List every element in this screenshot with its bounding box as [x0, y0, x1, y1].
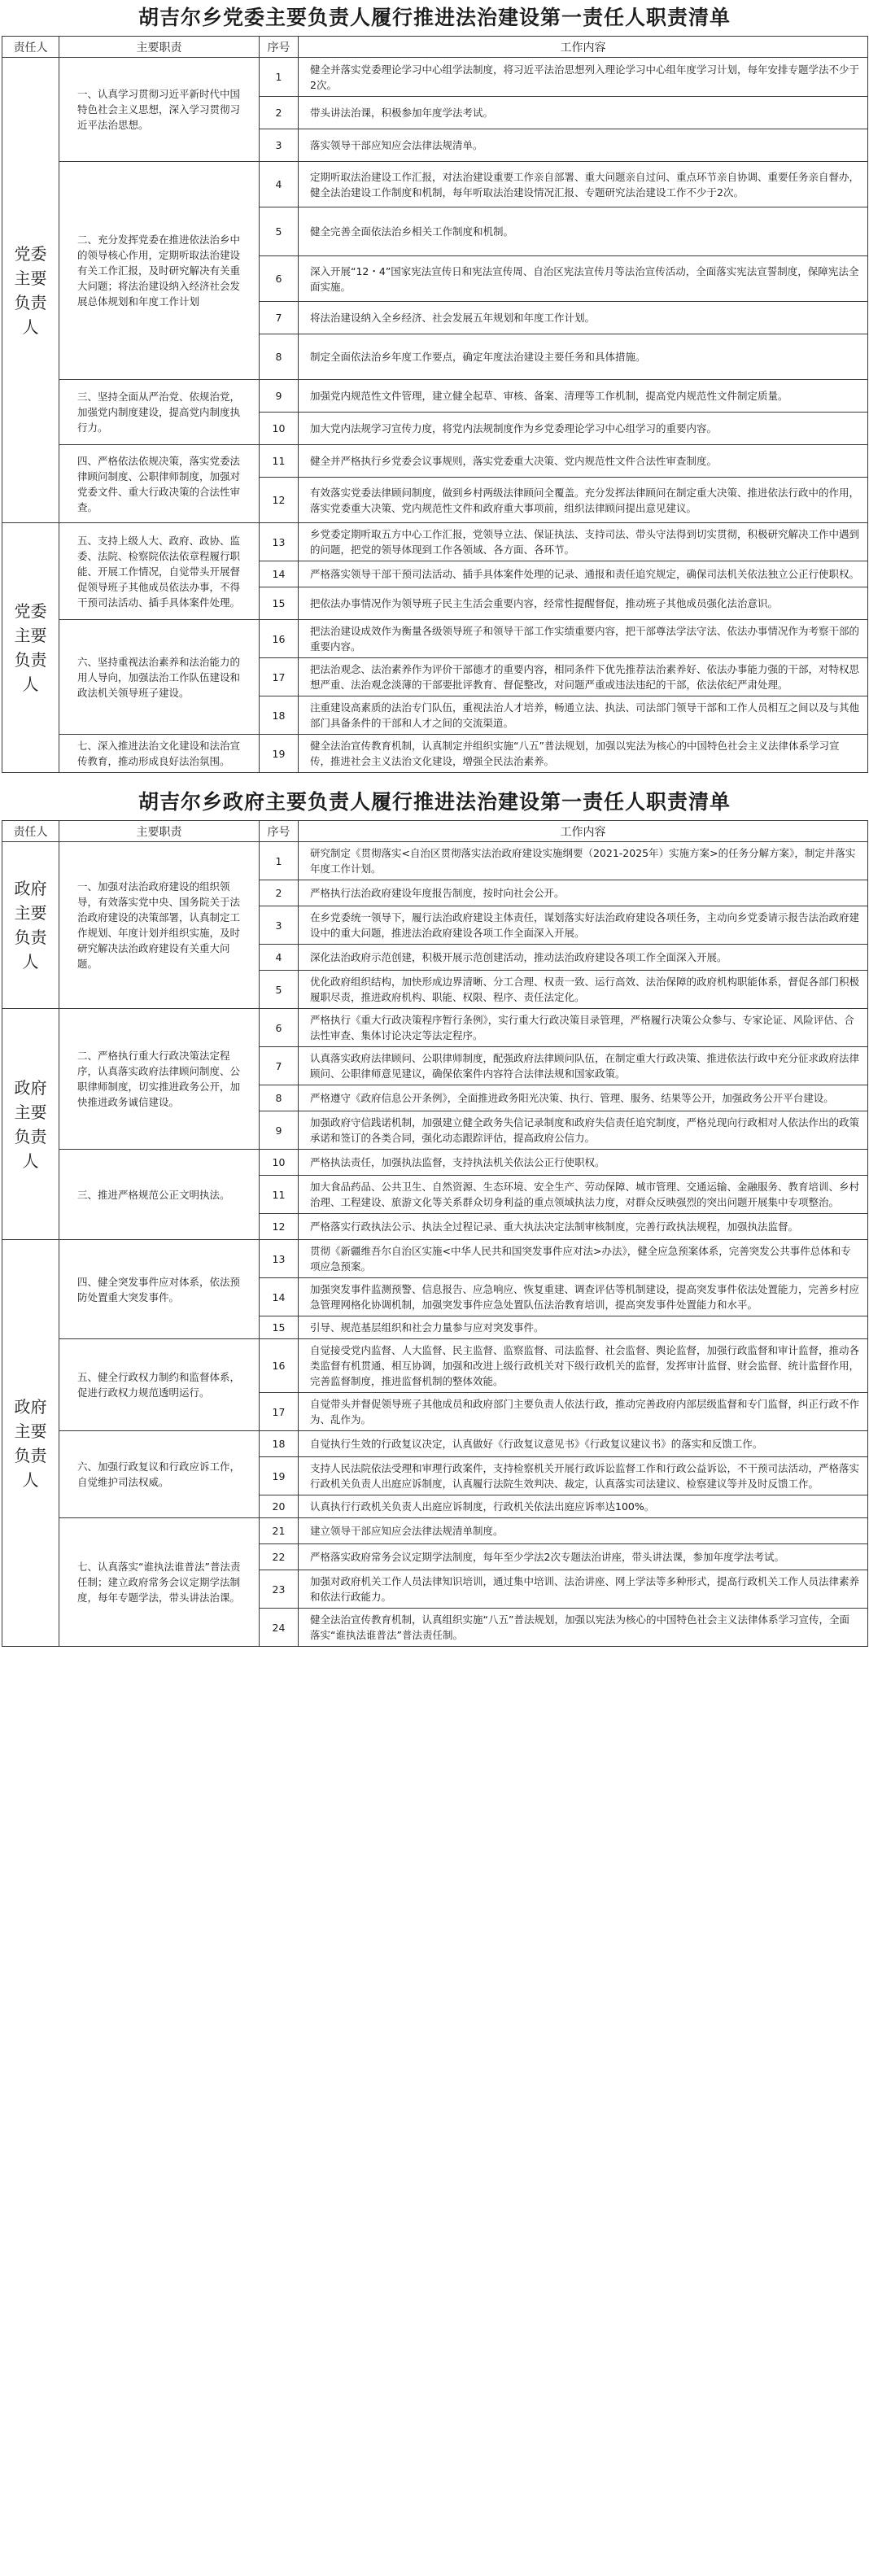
table-row [2, 162, 868, 207]
item-number: 15 [260, 1316, 299, 1339]
main-duty-cell: 四、严格依法依规决策，落实党委法律顾问制度、公职律师制度，加强对党委文件、重大行政决策的合法性审查。 [59, 445, 260, 523]
header-number: 序号 [260, 821, 299, 842]
work-content-cell: 乡党委定期听取五方中心工作汇报，党领导立法、保证执法、支持司法、带头守法得到切实贯彻，积极研究解决工作中遇到的问题，把党的领导体现到工作各领域、各方面、各环节。 [299, 523, 868, 561]
item-number: 5 [260, 207, 299, 256]
work-content-cell: 健全法治宣传教育机制，认真制定并组织实施“八五”普法规划，加强以宪法为核心的中国特色社会主义法律体系学习宣传，推进社会主义法治文化建设，增强全民法治素养。 [299, 735, 868, 773]
work-content-cell: 带头讲法治课，积极参加年度学法考试。 [299, 97, 868, 129]
government-table-title: 胡吉尔乡政府主要负责人履行推进法治建设第一责任人职责清单 [138, 790, 731, 814]
header-duty: 主要职责 [59, 821, 260, 842]
item-number: 20 [260, 1495, 299, 1518]
work-content-cell: 注重建设高素质的法治专门队伍，重视法治人才培养，畅通立法、执法、司法部门领导干部和工作人员相互之间以及与其他部门具备条件的干部和人才之间的交流渠道。 [299, 696, 868, 735]
main-duty-cell: 三、推进严格规范公正文明执法。 [59, 1150, 260, 1240]
item-number: 18 [260, 696, 299, 735]
work-content-cell: 贯彻《新疆维吾尔自治区实施<中华人民共和国突发事件应对法>办法》，健全应急预案体系，完善突发公共事件总体和专项应急预案。 [299, 1240, 868, 1278]
item-number: 8 [260, 334, 299, 380]
work-content-cell: 深入开展“12・4”国家宪法宣传日和宪法宣传周、自治区宪法宣传月等法治宣传活动，全面落实宪法宣誓制度，保障宪法全面实施。 [299, 256, 868, 302]
work-content-cell: 把依法办事情况作为领导班子民主生活会重要内容，经常性提醒督促，推动班子其他成员强化法治意识。 [299, 587, 868, 620]
item-number: 5 [260, 971, 299, 1009]
item-number: 16 [260, 1339, 299, 1393]
responsible-person-cell: 党委主要负责人 [2, 523, 59, 773]
item-number: 16 [260, 620, 299, 658]
header-content: 工作内容 [299, 37, 868, 58]
table-row [2, 620, 868, 658]
work-content-cell: 认真落实政府法律顾问、公职律师制度，配强政府法律顾问队伍，在制定重大行政决策、推进依法行政中充分征求政府法律顾问、公职律师意见建议，确保依案件内容符合法律法规和国家政策。 [299, 1047, 868, 1085]
item-number: 1 [260, 842, 299, 880]
table-row [2, 1431, 868, 1457]
work-content-cell: 严格落实领导干部干预司法活动、插手具体案件处理的记录、通报和责任追究规定，确保司法机关依法独立公正行使职权。 [299, 561, 868, 587]
item-number: 22 [260, 1544, 299, 1570]
item-number: 1 [260, 58, 299, 97]
table-row [2, 1150, 868, 1176]
item-number: 4 [260, 162, 299, 207]
item-number: 15 [260, 587, 299, 620]
item-number: 10 [260, 1150, 299, 1176]
main-duty-cell: 五、健全行政权力制约和监督体系，促进行政权力规范透明运行。 [59, 1339, 260, 1431]
party-responsibility-table [2, 36, 868, 773]
work-content-cell: 自觉带头并督促领导班子其他成员和政府部门主要负责人依法行政，推动完善政府内部层级监督和专门监督，纠正行政不作为、乱作为。 [299, 1393, 868, 1431]
item-number: 2 [260, 880, 299, 906]
item-number: 12 [260, 478, 299, 523]
item-number: 21 [260, 1518, 299, 1544]
responsible-person-cell: 党委主要负责人 [2, 58, 59, 523]
main-duty-cell: 一、加强对法治政府建设的组织领导，有效落实党中央、国务院关于法治政府建设的决策部署，认真制定工作规划、年度计划并组织实施，及时研究解决法治政府建设有关重大问题。 [59, 842, 260, 1009]
work-content-cell: 严格执法责任，加强执法监督，支持执法机关依法公正行使职权。 [299, 1150, 868, 1176]
work-content-cell: 有效落实党委法律顾问制度，做到乡村两级法律顾问全覆盖。充分发挥法律顾问在制定重大决策、推进依法行政中的作用，落实党委重大决策、党内规范性文件和政府重大事项前，组织法律顾问提出意见建议。 [299, 478, 868, 523]
header-responsible: 责任人 [2, 37, 59, 58]
item-number: 6 [260, 1009, 299, 1047]
main-duty-cell: 一、认真学习贯彻习近平新时代中国特色社会主义思想，深入学习贯彻习近平法治思想。 [59, 58, 260, 162]
header-number: 序号 [260, 37, 299, 58]
item-number: 23 [260, 1570, 299, 1609]
item-number: 13 [260, 523, 299, 561]
work-content-cell: 健全法治宣传教育机制，认真组织实施“八五”普法规划，加强以宪法为核心的中国特色社会主义法律体系学习宣传，全面落实“谁执法谁普法”普法责任制。 [299, 1609, 868, 1647]
work-content-cell: 支持人民法院依法受理和审理行政案件，支持检察机关开展行政诉讼监督工作和行政公益诉讼，不干预司法活动，严格落实行政机关负责人出庭应诉制度，认真履行法院生效判决、裁定，认真落实司法建议、检察建议等并及时反馈工作。 [299, 1457, 868, 1495]
item-number: 19 [260, 735, 299, 773]
item-number: 14 [260, 1278, 299, 1316]
item-number: 11 [260, 445, 299, 478]
work-content-cell: 健全完善全面依法治乡相关工作制度和机制。 [299, 207, 868, 256]
table-row [2, 445, 868, 478]
work-content-cell: 自觉接受党内监督、人大监督、民主监督、监察监督、司法监督、社会监督、舆论监督，加强行政监督和审计监督，推动各类监督有机贯通、相互协调，加强和改进上级行政机关对下级行政机关的监督，发挥审计监督、财会监督、统计监督作用，完善监督制度，推进监督机制的整体效能。 [299, 1339, 868, 1393]
item-number: 17 [260, 1393, 299, 1431]
work-content-cell: 加大食品药品、公共卫生、自然资源、生态环境、安全生产、劳动保障、城市管理、交通运输、金融服务、教育培训、乡村治理、工程建设、旅游文化等关系群众切身利益的重点领域执法力度，对群众反映强烈的突出问题开展集中专项整治。 [299, 1176, 868, 1214]
work-content-cell: 在乡党委统一领导下，履行法治政府建设主体责任，谋划落实好法治政府建设各项任务，主动向乡党委请示报告法治政府建设中的重大问题，推进法治政府建设各项工作全面深入开展。 [299, 906, 868, 945]
item-number: 14 [260, 561, 299, 587]
main-duty-cell: 四、健全突发事件应对体系，依法预防处置重大突发事件。 [59, 1240, 260, 1339]
work-content-cell: 定期听取法治建设工作汇报，对法治建设重要工作亲自部署、重大问题亲自过问、重点环节亲自协调、重要任务亲自督办，健全法治建设工作制度和机制，每年听取法治建设情况汇报、专题研究法治建设工作不少于2次。 [299, 162, 868, 207]
item-number: 17 [260, 658, 299, 696]
party-table-title: 胡吉尔乡党委主要负责人履行推进法治建设第一责任人职责清单 [138, 6, 731, 29]
work-content-cell: 研究制定《贯彻落实<自治区贯彻落实法治政府建设实施纲要（2021-2025年）实施方案>的任务分解方案》，制定并落实年度工作计划。 [299, 842, 868, 880]
table-row [2, 380, 868, 413]
main-duty-cell: 二、充分发挥党委在推进依法治乡中的领导核心作用，定期听取法治建设有关工作汇报，及时研究解决有关重大问题；将法治建设纳入经济社会发展总体规划和年度工作计划 [59, 162, 260, 380]
item-number: 18 [260, 1431, 299, 1457]
item-number: 6 [260, 256, 299, 302]
item-number: 24 [260, 1609, 299, 1647]
work-content-cell: 严格落实政府常务会议定期学法制度，每年至少学法2次专题法治讲座，带头讲法课，参加年度学法考试。 [299, 1544, 868, 1570]
item-number: 7 [260, 1047, 299, 1085]
work-content-cell: 加大党内法规学习宣传力度，将党内法规制度作为乡党委理论学习中心组学习的重要内容。 [299, 413, 868, 445]
responsible-person-cell: 政府主要负责人 [2, 1009, 59, 1240]
table-row [2, 1518, 868, 1544]
item-number: 9 [260, 380, 299, 413]
main-duty-cell: 三、坚持全面从严治党、依规治党，加强党内制度建设，提高党内制度执行力。 [59, 380, 260, 445]
responsible-person-cell: 政府主要负责人 [2, 842, 59, 1009]
work-content-cell: 加强突发事件监测预警、信息报告、应急响应、恢复重建、调查评估等机制建设，提高突发事件依法处置能力，完善乡村应急管理网格化协调机制，加强突发事件应急处置队伍法治教育培训，提高突发事件处置能力和水平。 [299, 1278, 868, 1316]
work-content-cell: 落实领导干部应知应会法律法规清单。 [299, 129, 868, 162]
work-content-cell: 加强对政府机关工作人员法律知识培训，通过集中培训、法治讲座、网上学法等多种形式，提高行政机关工作人员法律素养和依法行政能力。 [299, 1570, 868, 1609]
work-content-cell: 建立领导干部应知应会法律法规清单制度。 [299, 1518, 868, 1544]
work-content-cell: 引导、规范基层组织和社会力量参与应对突发事件。 [299, 1316, 868, 1339]
work-content-cell: 健全并落实党委理论学习中心组学法制度，将习近平法治思想列入理论学习中心组年度学习计划，每年安排专题学法不少于2次。 [299, 58, 868, 97]
item-number: 3 [260, 129, 299, 162]
item-number: 4 [260, 945, 299, 971]
work-content-cell: 深化法治政府示范创建，积极开展示范创建活动，推动法治政府建设各项工作全面深入开展。 [299, 945, 868, 971]
table-row [2, 842, 868, 880]
item-number: 19 [260, 1457, 299, 1495]
item-number: 7 [260, 302, 299, 334]
item-number: 2 [260, 97, 299, 129]
header-content: 工作内容 [299, 821, 868, 842]
work-content-cell: 加强党内规范性文件管理，建立健全起草、审核、备案、清理等工作机制，提高党内规范性文件制定质量。 [299, 380, 868, 413]
main-duty-cell: 七、认真落实“谁执法谁普法”普法责任制；建立政府常务会议定期学法制度，每年专题学法，带头讲法治课。 [59, 1518, 260, 1647]
item-number: 11 [260, 1176, 299, 1214]
work-content-cell: 严格落实行政执法公示、执法全过程记录、重大执法决定法制审核制度，完善行政执法规程，加强执法监督。 [299, 1214, 868, 1240]
item-number: 9 [260, 1111, 299, 1150]
responsible-person-cell: 政府主要负责人 [2, 1240, 59, 1647]
table-row [2, 735, 868, 773]
work-content-cell: 严格执行《重大行政决策程序暂行条例》，实行重大行政决策目录管理，严格履行决策公众参与、专家论证、风险评估、合法性审查、集体讨论决定等法定程序。 [299, 1009, 868, 1047]
item-number: 8 [260, 1085, 299, 1111]
main-duty-cell: 五、支持上级人大、政府、政协、监委、法院、检察院依法依章程履行职能、开展工作情况，自觉带头开展督促领导班子其他成员依法办事，不得干预司法活动、插手具体案件处理。 [59, 523, 260, 620]
main-duty-cell: 六、坚持重视法治素养和法治能力的用人导向，加强法治工作队伍建设和政法机关领导班子建设。 [59, 620, 260, 735]
work-content-cell: 加强政府守信践诺机制，加强建立健全政务失信记录制度和政府失信责任追究制度，严格兑现向行政相对人依法作出的政策承诺和签订的各类合同，强化动态跟踪评估，提高政府公信力。 [299, 1111, 868, 1150]
item-number: 3 [260, 906, 299, 945]
work-content-cell: 健全并严格执行乡党委会议事规则，落实党委重大决策、党内规范性文件合法性审查制度。 [299, 445, 868, 478]
table-row [2, 1240, 868, 1278]
item-number: 10 [260, 413, 299, 445]
header-responsible: 责任人 [2, 821, 59, 842]
table-row [2, 1009, 868, 1047]
government-responsibility-table [2, 820, 868, 1647]
table-row [2, 58, 868, 97]
work-content-cell: 将法治建设纳入全乡经济、社会发展五年规划和年度工作计划。 [299, 302, 868, 334]
work-content-cell: 认真执行行政机关负责人出庭应诉制度，行政机关依法出庭应诉率达100%。 [299, 1495, 868, 1518]
main-duty-cell: 二、严格执行重大行政决策法定程序，认真落实政府法律顾问制度、公职律师制度，切实推进政务公开，加快推进政务诚信建设。 [59, 1009, 260, 1150]
work-content-cell: 优化政府组织结构，加快形成边界清晰、分工合理、权责一致、运行高效、法治保障的政府机构职能体系，督促各部门积极履职尽责，推进政府机构、职能、权限、程序、责任法定化。 [299, 971, 868, 1009]
item-number: 12 [260, 1214, 299, 1240]
header-duty: 主要职责 [59, 37, 260, 58]
main-duty-cell: 六、加强行政复议和行政应诉工作，自觉维护司法权威。 [59, 1431, 260, 1518]
work-content-cell: 把法治建设成效作为衡量各级领导班子和领导干部工作实绩重要内容，把干部尊法学法守法、依法办事情况作为考察干部的重要内容。 [299, 620, 868, 658]
work-content-cell: 制定全面依法治乡年度工作要点，确定年度法治建设主要任务和具体措施。 [299, 334, 868, 380]
table-row [2, 1339, 868, 1393]
main-duty-cell: 七、深入推进法治文化建设和法治宣传教育，推动形成良好法治氛围。 [59, 735, 260, 773]
item-number: 13 [260, 1240, 299, 1278]
work-content-cell: 自觉执行生效的行政复议决定，认真做好《行政复议意见书》《行政复议建议书》的落实和反馈工作。 [299, 1431, 868, 1457]
work-content-cell: 严格执行法治政府建设年度报告制度，按时向社会公开。 [299, 880, 868, 906]
work-content-cell: 严格遵守《政府信息公开条例》，全面推进政务阳光决策、执行、管理、服务、结果等公开，加强政务公开平台建设。 [299, 1085, 868, 1111]
table-row [2, 523, 868, 561]
work-content-cell: 把法治观念、法治素养作为评价干部德才的重要内容，相同条件下优先推荐法治素养好、依法办事能力强的干部，对特权思想严重、法治观念淡薄的干部要批评教育、督促整改，对问题严重或违法违纪的干部，依法依纪严肃处理。 [299, 658, 868, 696]
